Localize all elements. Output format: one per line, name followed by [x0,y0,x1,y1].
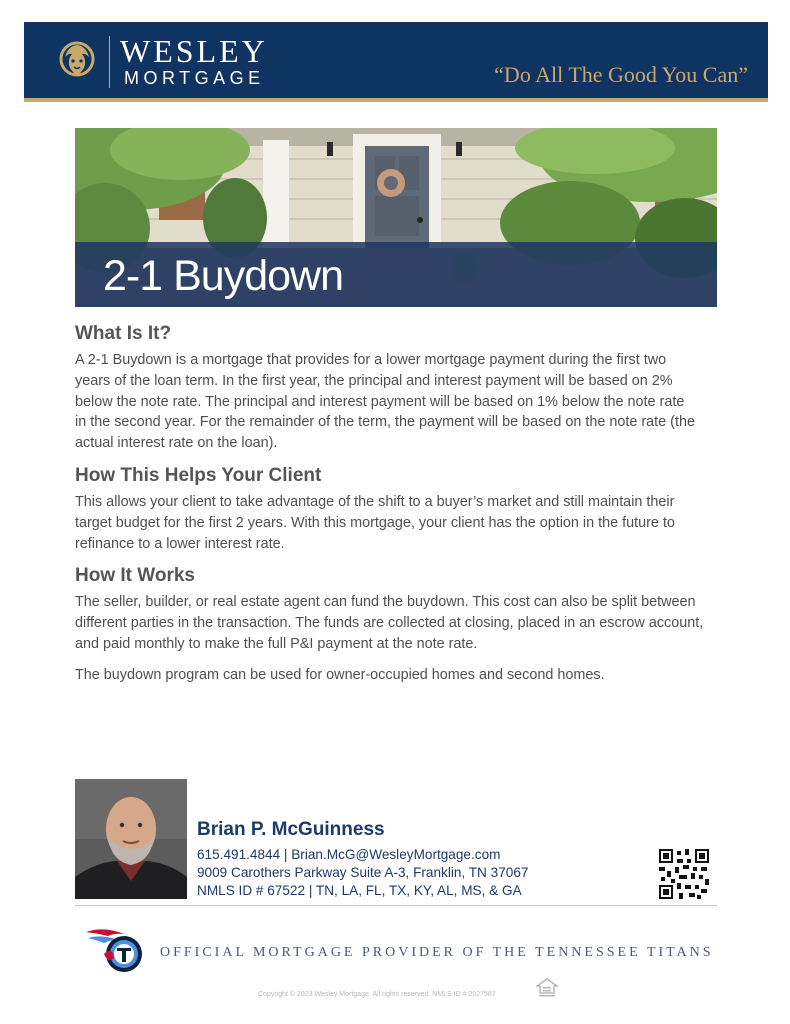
titans-logo-icon [84,924,148,974]
copyright-text: Copyright © 2023 Wesley Mortgage. All rights reserved. NMLS ID # 2027587 [258,991,496,998]
section-paragraph: The seller, builder, or real estate agent can fund the buydown. This cost can also be split between different parties in the transaction. The funds are collected at closing, placed in an escrow account, and paid monthly to make the full P&I payment at the note rate. [75,594,704,652]
section-heading-what-is-it: What Is It? [75,323,172,344]
section-paragraph: A 2-1 Buydown is a mortgage that provides for a lower mortgage payment during the first two years of the loan term. In the first year, the principal and interest payment will be based on 2% below the note rate. The principal and interest payment will be based on 1% below the note rate in the second year. For the remainder of the term, the payment will be based on the note rate (the actual interest rate on the loan). [75,352,695,452]
section-heading-how-it-works: How It Works [75,565,195,587]
section-paragraph: The buydown program can be used for owner-occupied homes and second homes. [75,666,605,683]
brand-subtitle: MORTGAGE [124,68,265,88]
equal-housing-lender-icon [536,978,558,998]
official-provider-text: OFFICIAL MORTGAGE PROVIDER OF THE TENNESSEE TITANS [160,945,714,960]
page-header [24,22,768,102]
agent-nmls: NMLS ID # 67522 | TN, LA, FL, TX, KY, AL, MS, & GA [197,883,522,898]
section-heading-how-this-helps: How This Helps Your Client [75,464,322,486]
agent-address: 9009 Carothers Parkway Suite A-3, Franklin, TN 37067 [197,865,529,880]
qr-code-icon[interactable] [659,849,709,899]
hero-banner [75,128,717,307]
lion-head-icon [58,40,96,78]
section-paragraph: This allows your client to take advantage of the shift to a buyer’s market and still maintain their target budget for the first 2 years. With this mortgage, your client has the option in the future to refinance to a lower interest rate. [75,493,675,552]
agent-headshot [75,779,187,899]
main-content [75,322,725,696]
tagline: “Do All The Good You Can” [494,62,748,87]
agent-name: Brian P. McGuinness [197,819,385,840]
logo-divider [109,36,110,88]
page-title: 2-1 Buydown [103,252,343,300]
divider-line [75,905,717,906]
agent-contact[interactable]: 615.491.4844 | Brian.McG@WesleyMortgage.com [197,847,501,862]
brand-name: WESLEY [120,33,268,69]
